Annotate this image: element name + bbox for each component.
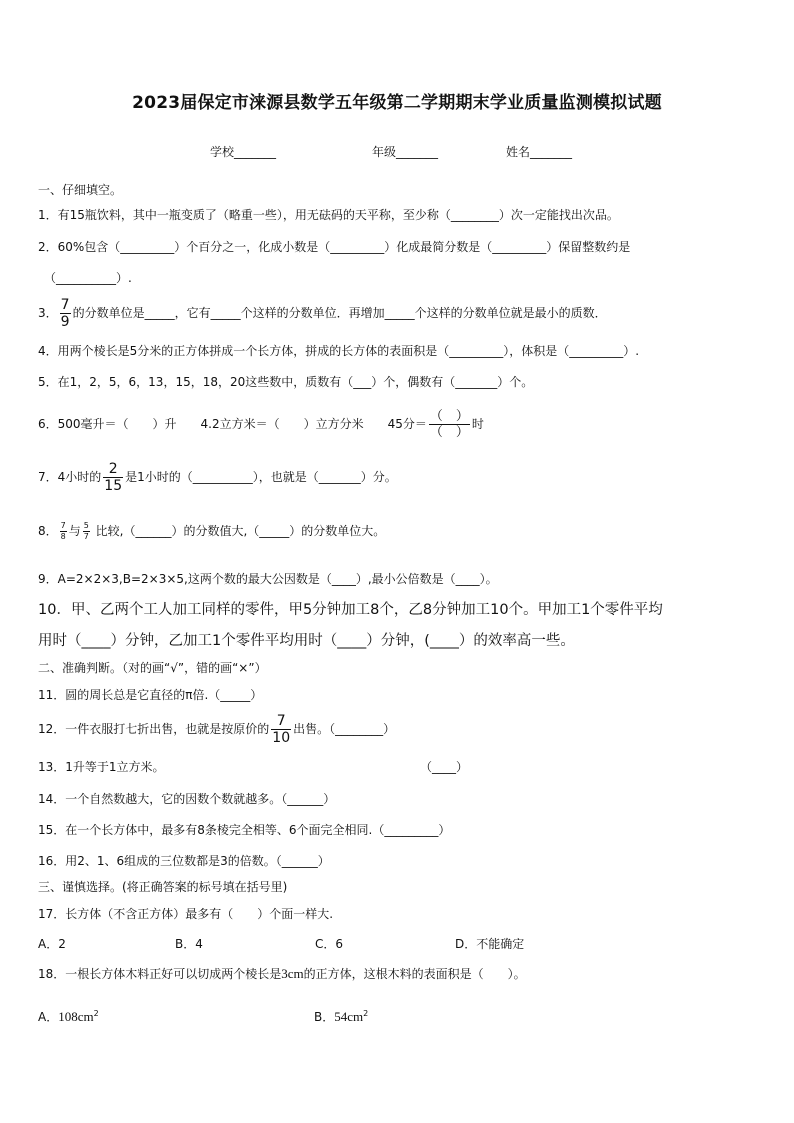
fraction-2-15: $\frac{2}{15}$	[104, 461, 123, 494]
question-9: 9．A=2×2×3,B=2×3×5,这两个数的最大公因数是（____）,最小公倍数是（____）。	[38, 572, 498, 586]
exponent: 2	[93, 1009, 99, 1018]
name-field[interactable]: 姓名_______	[506, 145, 573, 159]
option-a: A．2	[38, 937, 66, 951]
school-field[interactable]: 学校_______	[210, 145, 277, 159]
fraction-7-8: $\frac{7}{8}$	[60, 521, 66, 541]
unit-hour: 时	[471, 417, 484, 431]
section-2-heading: 二、准确判断。（对的画“√”，错的画“×”）	[38, 661, 267, 675]
question-7	[38, 462, 397, 493]
fraction-7-10: $\frac{7}{10}$	[272, 713, 291, 746]
question-3	[38, 298, 607, 329]
section-1-heading: 一、仔细填空。	[38, 183, 123, 197]
question-10-line-1: 10．甲、乙两个工人加工同样的零件，甲5分钟加工8个，乙8分钟加工10个。甲加工1个零件平均	[38, 602, 663, 618]
exponent: 2	[363, 1009, 369, 1018]
fraction-blank: $\frac{( )}{( )}$	[429, 409, 469, 440]
question-prefix: 18．一根长方体木料正好可以切成两个棱长是	[38, 967, 282, 981]
fraction-7-9: $\frac{7}{9}$	[60, 297, 70, 330]
question-13-answer-paren: （____）	[420, 760, 469, 774]
question-16: 16．用2、1、6组成的三位数都是3的倍数。（______）	[38, 854, 330, 868]
question-number: 3．	[38, 306, 58, 320]
connector: 与	[68, 524, 81, 538]
question-number: 8．	[38, 524, 58, 538]
option-b: B．4	[175, 937, 203, 951]
question-text: 6．500毫升＝（ ）升 4.2立方米＝（ ）立方分米 45分＝	[38, 417, 427, 431]
question-text: 是1小时的（__________），也就是（_______）分。	[125, 470, 397, 484]
question-6	[38, 410, 484, 439]
option-a-18	[38, 1006, 99, 1025]
question-prefix: 12．一件衣服打七折出售，也就是按原价的	[38, 722, 270, 736]
question-2-line-1: 2．60%包含（_________）个百分之一，化成小数是（_________）化成最简分数是（_________）保留整数约是	[38, 240, 631, 254]
question-10-line-2: 用时（____）分钟，乙加工1个零件平均用时（____）分钟，(____）的效率高一些。	[38, 633, 575, 649]
option-label: B．	[314, 1010, 335, 1024]
question-1: 1．有15瓶饮料，其中一瓶变质了（略重一些），用无砝码的天平称，至少称（________）次一定能找出次品。	[38, 208, 619, 222]
option-value: 108cm	[58, 1009, 94, 1024]
option-label: A．	[38, 1010, 59, 1024]
question-8	[38, 522, 385, 541]
question-prefix: 7．4小时的	[38, 470, 102, 484]
page-title: 2023届保定市涞源县数学五年级第二学期期末学业质量监测模拟试题	[132, 93, 662, 113]
question-12	[38, 714, 395, 745]
question-4: 4．用两个棱长是5分米的正方体拼成一个长方体，拼成的长方体的表面积是（_________），体积是（_________）.	[38, 344, 640, 358]
question-2-line-2: （__________）.	[44, 271, 132, 285]
question-13: 13．1升等于1立方米。	[38, 760, 165, 774]
question-text: 的正方体，这根木料的表面积是（ ）。	[303, 967, 526, 981]
grade-field[interactable]: 年级_______	[372, 145, 439, 159]
question-14: 14．一个自然数越大，它的因数个数就越多。（______）	[38, 792, 336, 806]
option-c: C．6	[315, 937, 344, 951]
question-5: 5．在1，2，5，6，13，15，18，20这些数中，质数有（___）个，偶数有（_______）个。	[38, 375, 534, 389]
fraction-5-7: $\frac{5}{7}$	[83, 521, 89, 541]
question-11: 11．圆的周长总是它直径的π倍.（_____）	[38, 688, 263, 702]
option-b-18	[314, 1006, 368, 1025]
edge-length: 3cm	[281, 966, 304, 981]
question-text: 出售。（________）	[293, 722, 396, 736]
question-text: 的分数单位是_____，它有_____个这样的分数单位．再增加_____个这样的分数单位就是最小的质数．	[72, 306, 607, 320]
question-17: 17．长方体（不含正方体）最多有（ ）个面一样大.	[38, 907, 334, 921]
section-3-heading: 三、谨慎选择。(将正确答案的标号填在括号里)	[38, 880, 288, 894]
question-text: 比较,（______）的分数值大,（_____）的分数单位大。	[91, 524, 386, 538]
option-d: D．不能确定	[455, 937, 525, 951]
question-18	[38, 966, 526, 982]
option-value: 54cm	[334, 1009, 364, 1024]
question-15: 15．在一个长方体中，最多有8条棱完全相等、6个面完全相同.（_________）	[38, 823, 451, 837]
